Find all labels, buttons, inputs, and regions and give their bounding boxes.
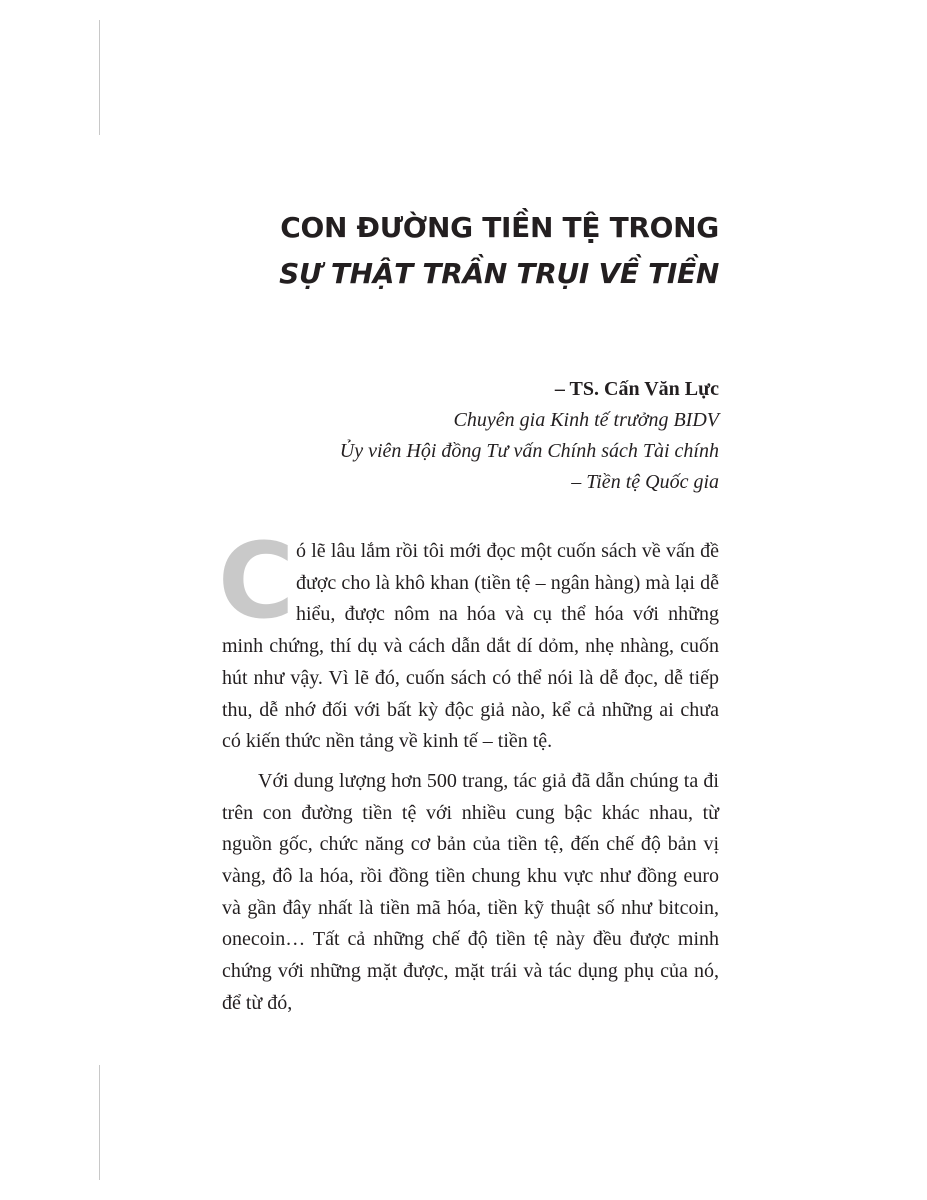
byline-role-2: Ủy viên Hội đồng Tư vấn Chính sách Tài chính bbox=[339, 440, 719, 462]
drop-cap: C bbox=[218, 520, 295, 642]
byline-author: – TS. Cấn Văn Lực bbox=[554, 378, 719, 400]
chapter-title bbox=[222, 205, 719, 297]
crop-mark-bottom bbox=[99, 1065, 100, 1180]
crop-mark-top bbox=[99, 20, 100, 135]
byline-role-1: Chuyên gia Kinh tế trưởng BIDV bbox=[453, 409, 719, 431]
chapter-title-line2: SỰ THẬT TRẦN TRỤI VỀ TIỀN bbox=[279, 257, 719, 290]
byline bbox=[222, 374, 719, 498]
chapter-title-line1: CON ĐƯỜNG TIỀN TỆ TRONG bbox=[280, 211, 719, 244]
paragraph-1 bbox=[218, 520, 719, 758]
paragraph-1-text: ó lẽ lâu lắm rồi tôi mới đọc một cuốn sách về vấn đề được cho là khô khan (tiền tệ – ngân hàng) mà lại dễ hiểu, được nôm na hóa và cụ thể hóa với những minh chứng, thí dụ và cách dẫn dắt dí dỏm, nhẹ nhàng, cuốn hút như vậy. Vì lẽ đó, cuốn sách có thể nói là dễ đọc, dễ tiếp thu, dễ nhớ đối với bất kỳ độc giả nào, kể cả những ai chưa có kiến thức nền tảng về kinh tế – tiền tệ. bbox=[222, 540, 719, 753]
byline-role-3: – Tiền tệ Quốc gia bbox=[571, 471, 719, 493]
paragraph-2: Với dung lượng hơn 500 trang, tác giả đã dẫn chúng ta đi trên con đường tiền tệ với nhiều cung bậc khác nhau, từ nguồn gốc, chức năng cơ bản của tiền tệ, đến chế độ bản vị vàng, đô la hóa, rồi đồng tiền chung khu vực như đồng euro và gần đây nhất là tiền mã hóa, tiền kỹ thuật số như bitcoin, onecoin… Tất cả những chế độ tiền tệ này đều được minh chứng với những mặt được, mặt trái và tác dụng phụ của nó, để từ đó, bbox=[222, 769, 719, 1014]
body-text bbox=[218, 520, 719, 1020]
